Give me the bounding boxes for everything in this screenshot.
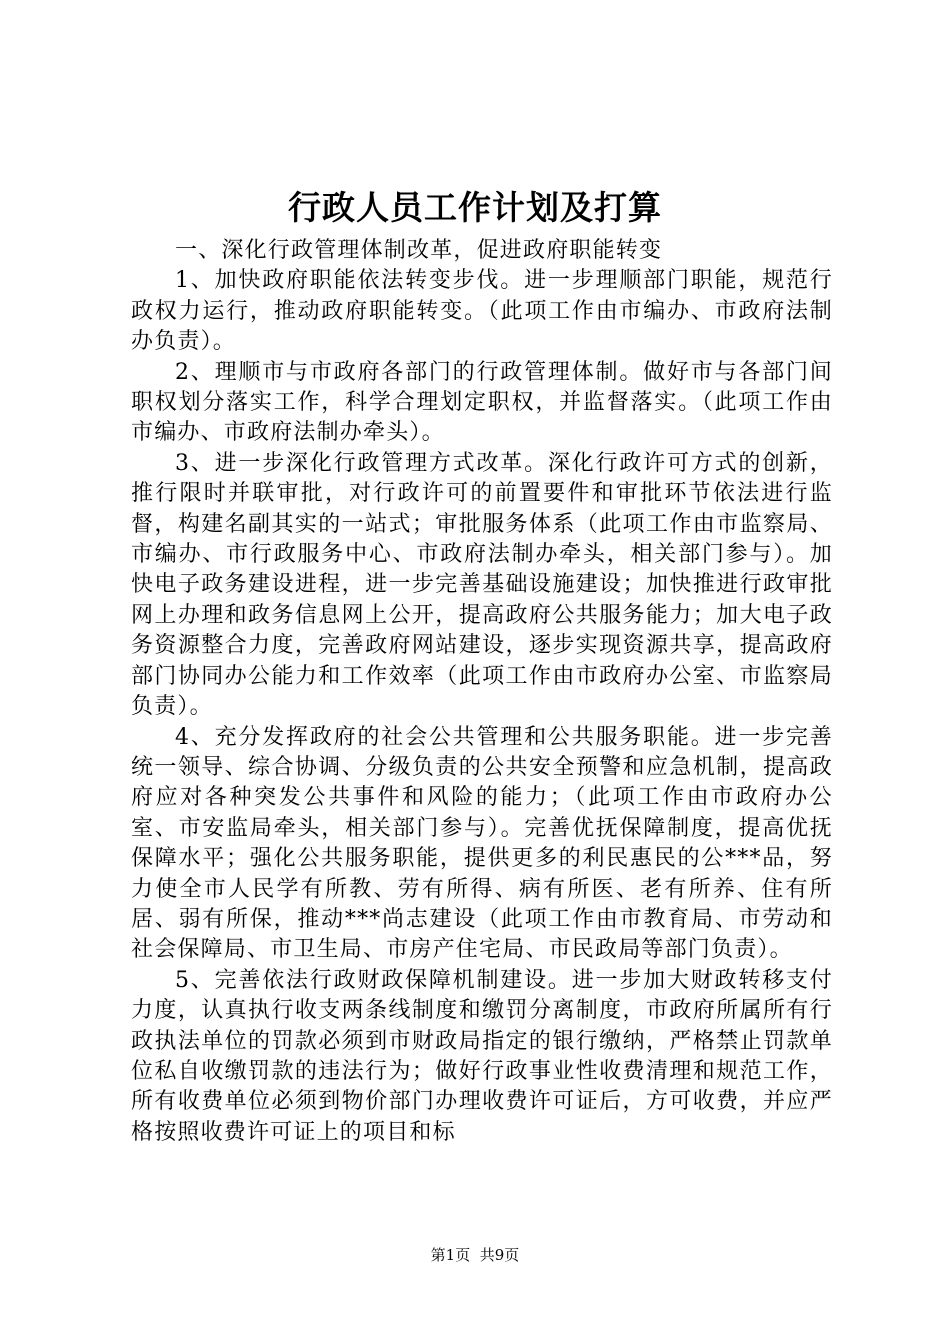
paragraph-item-5: 5、完善依法行政财政保障机制建设。进一步加大财政转移支付力度，认真执行收支两条线制度和缴罚分离制度，市政府所属所有行政执法单位的罚款必须到市财政局指定的银行缴纳，严格禁止罚款单位私自收缴罚款的违法行为；做好行政事业性收费清理和规范工作，所有收费单位必须到物价部门办理收费许可证后，方可收费，并应严格按照收费许可证上的项目和标: [131, 967, 833, 1145]
document-body: [131, 236, 833, 1148]
page-number: 第1页: [430, 1246, 471, 1264]
paragraph-item-1: 1、加快政府职能依法转变步伐。进一步理顺部门职能，规范行政权力运行，推动政府职能转变。（此项工作由市编办、市政府法制办负责）。: [131, 268, 833, 355]
page-total: 共9页: [479, 1246, 520, 1264]
paragraph-section-heading: 一、深化行政管理体制改革，促进政府职能转变: [175, 238, 663, 263]
paragraph-item-4: 4、充分发挥政府的社会公共管理和公共服务职能。进一步完善统一领导、综合协调、分级负责的公共安全预警和应急机制，提高政府应对各种突发公共事件和风险的能力；（此项工作由市政府办公室、市安监局牵头，相关部门参与）。完善优抚保障制度，提高优抚保障水平；强化公共服务职能，提供更多的利民惠民的公***品，努力使全市人民学有所教、劳有所得、病有所医、老有所养、住有所居、弱有所保，推动***尚志建设（此项工作由市教育局、市劳动和社会保障局、市卫生局、市房产住宅局、市民政局等部门负责）。: [131, 724, 833, 963]
page-footer: [0, 1245, 950, 1265]
document-title: 行政人员工作计划及打算: [288, 188, 662, 227]
paragraph-item-3: 3、进一步深化行政管理方式改革。深化行政许可方式的创新，推行限时并联审批，对行政许可的前置要件和审批环节依法进行监督，构建名副其实的一站式；审批服务体系（此项工作由市监察局、市编办、市行政服务中心、市政府法制办牵头，相关部门参与）。加快电子政务建设进程，进一步完善基础设施建设；加快推进行政审批网上办理和政务信息网上公开，提高政府公共服务能力；加大电子政务资源整合力度，完善政府网站建设，逐步实现资源共享，提高政府部门协同办公能力和工作效率（此项工作由市政府办公室、市监察局负责）。: [131, 450, 833, 720]
paragraph-item-2: 2、理顺市与市政府各部门的行政管理体制。做好市与各部门间职权划分落实工作，科学合理划定职权，并监督落实。（此项工作由市编办、市政府法制办牵头）。: [131, 359, 833, 446]
